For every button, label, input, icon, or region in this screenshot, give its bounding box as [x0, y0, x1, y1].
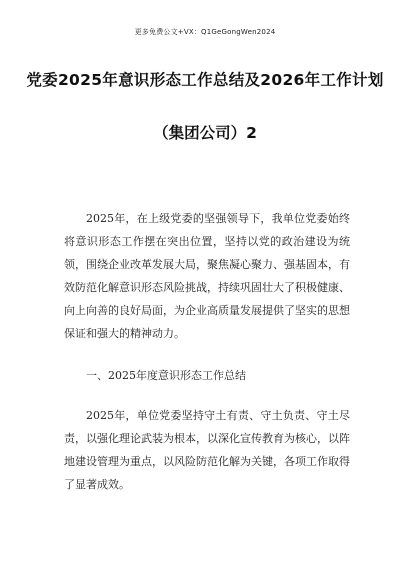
document-title: 党委2025年意识形态工作总结及2026年工作计划	[26, 71, 384, 89]
intro-paragraph: 2025年，在上级党委的坚强领导下，我单位党委始终将意识形态工作摆在突出位置，坚持以党的政治建设为统领，围绕企业改革发展大局，聚焦凝心聚力、强基固本，有效防范化解意识形态风险挑战，持续巩固壮大了积极健康、向上向善的良好局面，为企业高质量发展提供了坚实的思想保证和强大的精神动力。	[64, 212, 350, 340]
section-paragraph: 2025年，单位党委坚持守土有责、守土负责、守土尽责，以强化理论武装为根本，以深化宣传教育为核心，以阵地建设管理为重点，以风险防范化解为关键，各项工作取得了显著成效。	[64, 409, 350, 491]
section-heading: 一、2025年度意识形态工作总结	[86, 369, 246, 382]
header-note: 更多免费公文+VX：Q1GeGongWen2024	[134, 28, 276, 36]
document-subtitle: （集团公司）2	[153, 124, 257, 142]
